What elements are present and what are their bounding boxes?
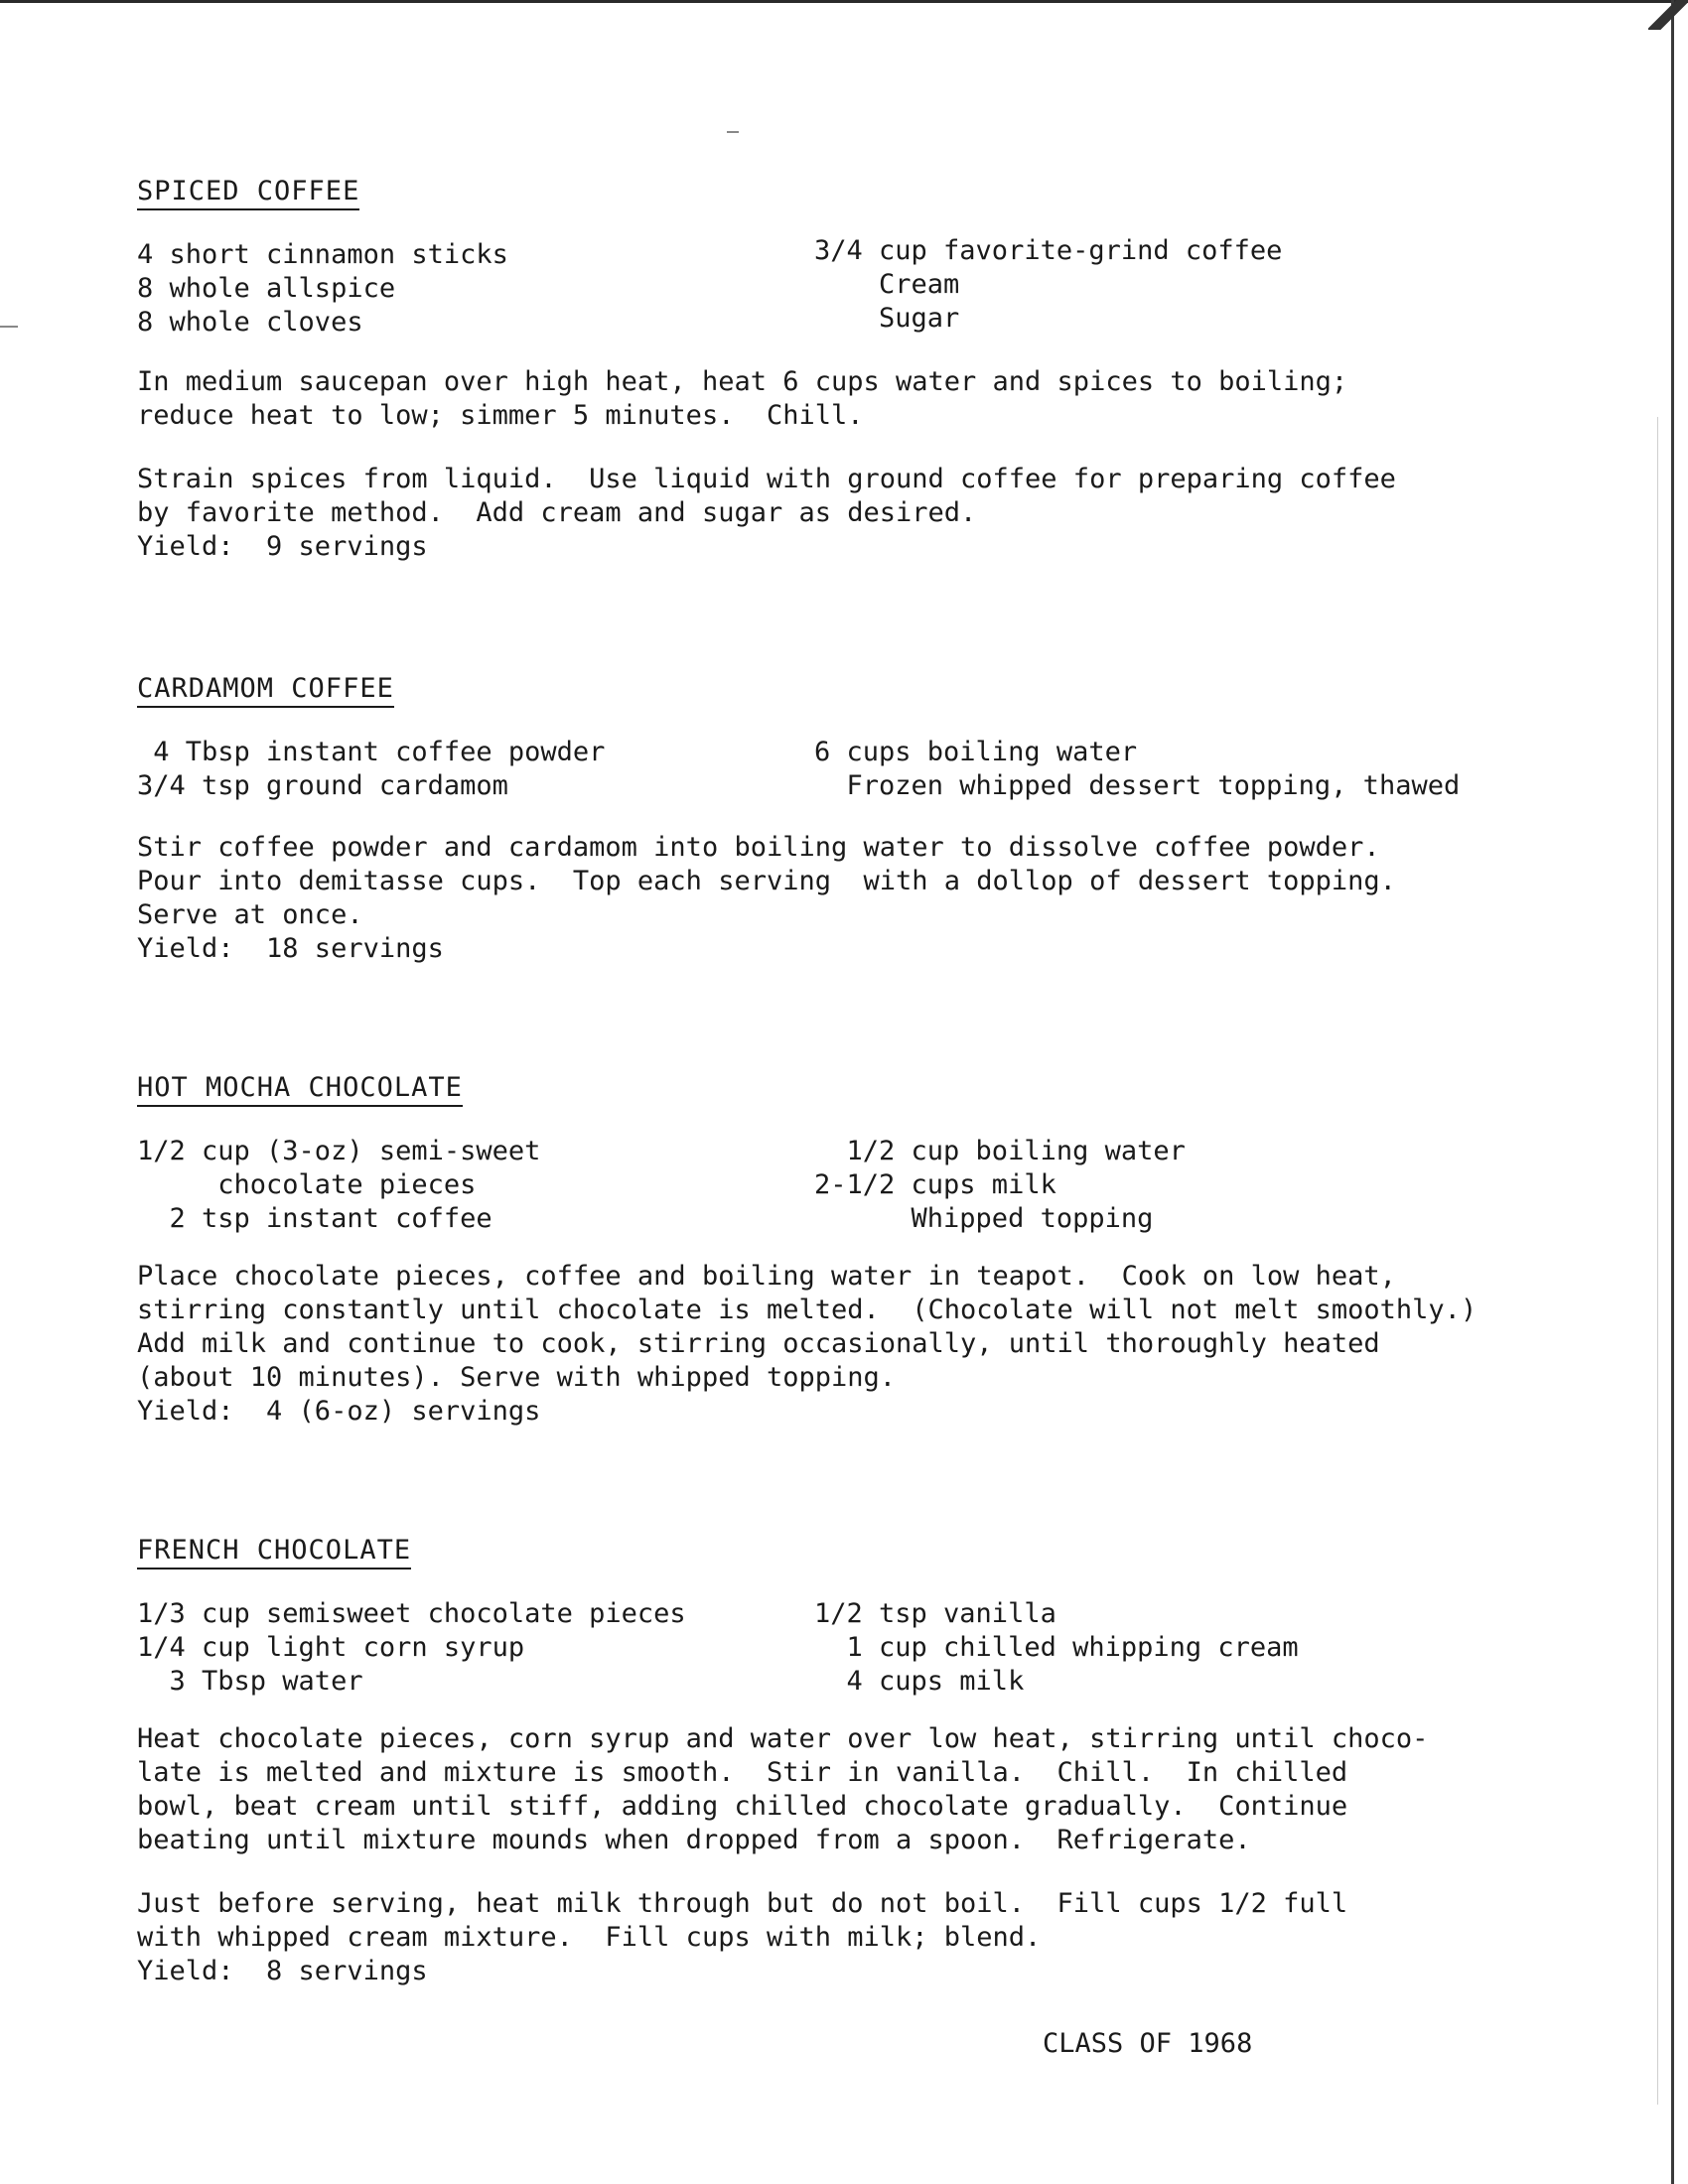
class-footer: CLASS OF 1968 [1043,2028,1253,2059]
ingredient-column-left [137,736,605,803]
instructions [137,463,1527,564]
ingredient-column-right [814,1597,1299,1699]
ingredient: 4 short cinnamon sticks [137,239,508,270]
recipe-hot-mocha-chocolate [137,1072,1527,1429]
ingredient: 1/2 cup boiling water [814,1136,1186,1166]
instruction-line: by favorite method. Add cream and sugar as desired. [137,497,977,528]
ingredient: 2 tsp instant coffee [137,1203,492,1234]
scan-speck [0,326,18,328]
ingredient-column-right [814,736,1460,803]
instruction-line: Place chocolate pieces, coffee and boiling water in teapot. Cook on low heat, [137,1261,1396,1292]
instruction-line: Just before serving, heat milk through but do not boil. Fill cups 1/2 full [137,1888,1348,1919]
scan-edge-right [1671,0,1674,2184]
instructions [137,365,1527,433]
ingredient-column-left [137,1597,686,1699]
instruction-line: beating until mixture mounds when dropped from a spoon. Refrigerate. [137,1825,1251,1855]
ingredient: Whipped topping [814,1203,1154,1234]
instruction-line: Heat chocolate pieces, corn syrup and water over low heat, stirring until choco- [137,1723,1429,1754]
scan-edge-top [0,0,1688,3]
yield: Yield: 4 (6-oz) servings [137,1396,541,1427]
ingredient-column-left [137,238,508,340]
recipe-french-chocolate [137,1535,1527,1988]
instruction-line: bowl, beat cream until stiff, adding chilled chocolate gradually. Continue [137,1791,1348,1822]
instruction-line: Pour into demitasse cups. Top each serving with a dollop of dessert topping. [137,866,1396,896]
ingredient: 3/4 tsp ground cardamom [137,770,508,801]
recipe-title: FRENCH CHOCOLATE [137,1535,411,1570]
instruction-line: with whipped cream mixture. Fill cups with milk; blend. [137,1922,1042,1953]
instructions [137,1887,1527,1988]
recipe-title: HOT MOCHA CHOCOLATE [137,1072,463,1107]
scan-corner-mark [1648,0,1688,30]
ingredient: Sugar [814,303,960,334]
scan-speck [727,131,739,133]
ingredient: 6 cups boiling water [814,737,1138,767]
ingredient: 8 whole cloves [137,307,363,338]
ingredient: 4 cups milk [814,1666,1025,1697]
ingredient-column-right [814,1135,1186,1236]
instruction-line: Serve at once. [137,899,363,930]
recipe-spiced-coffee [137,176,1527,564]
ingredient: 1/4 cup light corn syrup [137,1632,525,1663]
instruction-line: reduce heat to low; simmer 5 minutes. Chill. [137,400,864,431]
instruction-line: Stir coffee powder and cardamom into boiling water to dissolve coffee powder. [137,832,1380,863]
ingredient-list [137,1135,1527,1238]
ingredient: chocolate pieces [137,1169,477,1200]
instruction-line: late is melted and mixture is smooth. Stir in vanilla. Chill. In chilled [137,1757,1348,1788]
ingredient: 1/3 cup semisweet chocolate pieces [137,1598,686,1629]
recipe-cardamom-coffee [137,673,1527,966]
instruction-line: (about 10 minutes). Serve with whipped topping. [137,1362,897,1393]
recipe-title: SPICED COFFEE [137,176,359,210]
yield: Yield: 18 servings [137,933,444,964]
ingredient: 1/2 cup (3-oz) semi-sweet [137,1136,541,1166]
ingredient: 4 Tbsp instant coffee powder [137,737,606,767]
ingredient: 3 Tbsp water [137,1666,363,1697]
ingredient: 8 whole allspice [137,273,396,304]
ingredient-column-right [814,234,1282,336]
ingredient: 1/2 tsp vanilla [814,1598,1056,1629]
instruction-line: Strain spices from liquid. Use liquid with ground coffee for preparing coffee [137,464,1396,494]
recipe-title: CARDAMOM COFFEE [137,673,394,708]
ingredient-column-left [137,1135,540,1236]
ingredient-list [137,1597,1527,1701]
instructions [137,1722,1527,1857]
ingredient-list [137,736,1527,805]
instructions [137,831,1527,966]
ingredient: Frozen whipped dessert topping, thawed [814,770,1461,801]
ingredient: 2-1/2 cups milk [814,1169,1056,1200]
ingredient-list [137,235,1527,341]
scan-edge-right-faint [1657,417,1658,2105]
instruction-line: Add milk and continue to cook, stirring occasionally, until thoroughly heated [137,1328,1380,1359]
ingredient: 3/4 cup favorite-grind coffee [814,235,1283,266]
instruction-line: In medium saucepan over high heat, heat 6 cups water and spices to boiling; [137,366,1348,397]
yield: Yield: 9 servings [137,531,428,562]
ingredient: 1 cup chilled whipping cream [814,1632,1299,1663]
yield: Yield: 8 servings [137,1956,428,1986]
instructions [137,1260,1527,1429]
instruction-line: stirring constantly until chocolate is melted. (Chocolate will not melt smoothly.) [137,1295,1477,1325]
ingredient: Cream [814,269,960,300]
